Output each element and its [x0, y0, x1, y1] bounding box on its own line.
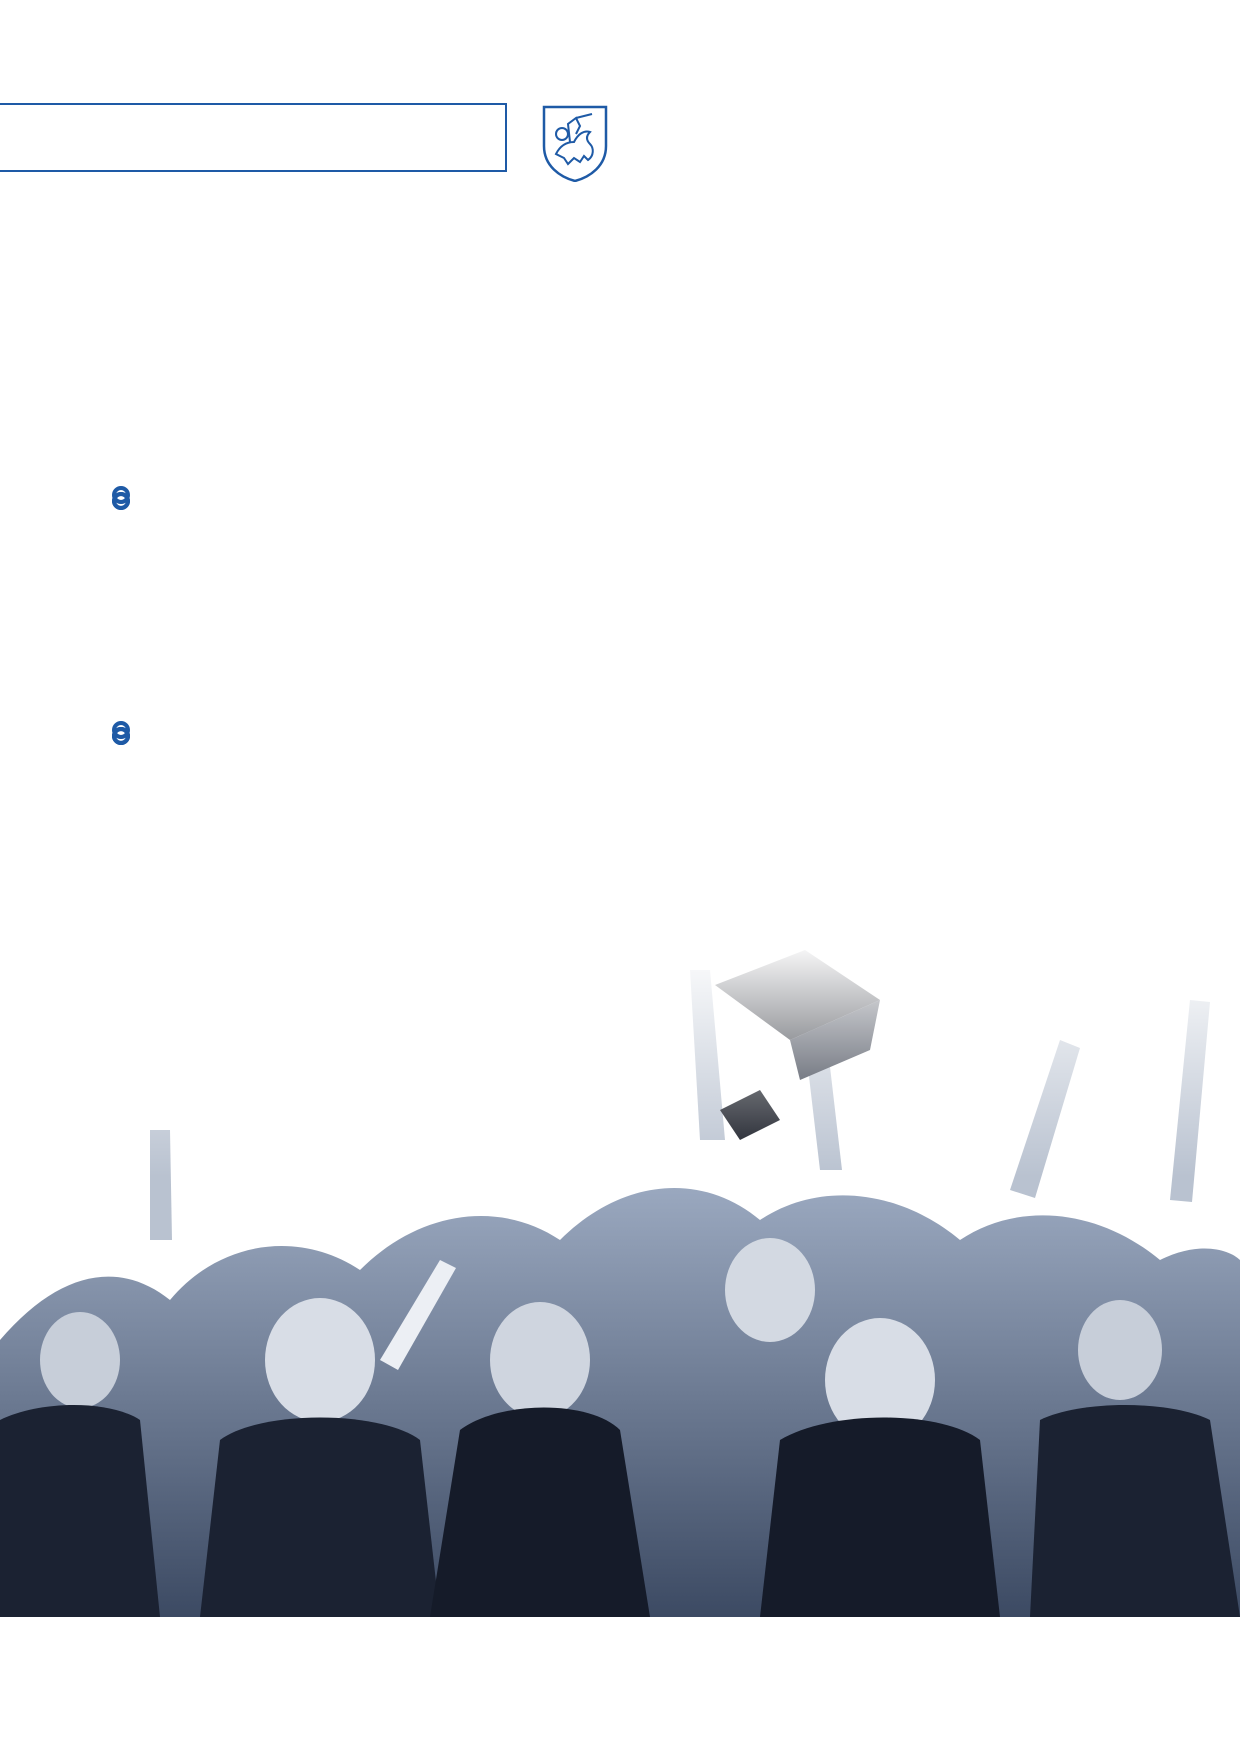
bullet-ring-icon: [112, 727, 130, 745]
qr-code-icon[interactable]: [110, 1049, 218, 1157]
graduates-photo: [0, 940, 1240, 1617]
why-list: [110, 712, 1110, 718]
topics-list: [110, 477, 1150, 483]
decorative-pattern-top: [0, 0, 1240, 44]
ministry-logo: [540, 104, 800, 182]
bullet-ring-icon: [112, 492, 130, 510]
decorative-pattern-bottom: [0, 1617, 1240, 1754]
coat-of-arms-icon: [540, 104, 610, 182]
hashtag-box: [0, 103, 507, 172]
